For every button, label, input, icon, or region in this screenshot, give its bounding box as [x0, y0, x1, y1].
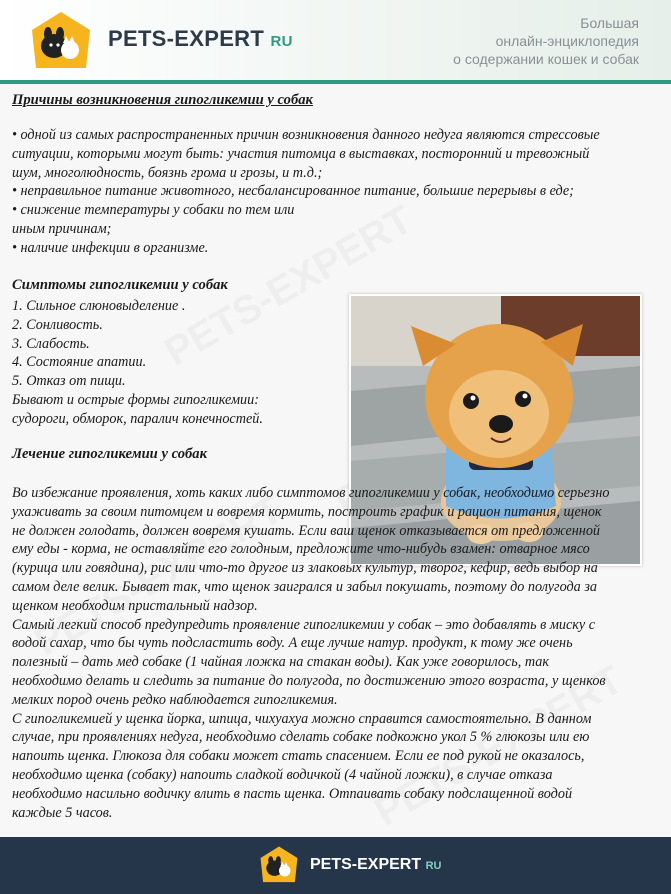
causes-list: [12, 126, 658, 258]
text-line: Самый легкий способ предупредить проявление гипогликемии у собак – это добавлять в миску с: [12, 616, 596, 633]
text-line: самом деле велик. Бывает так, что щенок заигрался и забыл покушать, поэтому до полугода за: [12, 578, 597, 595]
section-heading-treatment: Лечение гипогликемии у собак: [12, 446, 207, 462]
list-item: • наличие инфекции в организме.: [12, 239, 209, 256]
text-line: С гипогликемией у щенка йорка, шпица, чихуахуа можно справится самостоятельно. В данном: [12, 710, 592, 727]
text-line: Во избежание проявления, хоть каких либо симптомов гипогликемии у собак, необходимо серьезно: [12, 485, 610, 501]
list-item: 4. Состояние апатии.: [12, 354, 147, 371]
text-line: каждые 5 часов.: [12, 804, 113, 821]
footer-logo-icon[interactable]: [258, 845, 300, 885]
logo-icon[interactable]: [28, 10, 94, 72]
list-item: • снижение температуры у собаки по тем или: [12, 202, 295, 219]
text-line: случае, при проявлениях недуга, необходимо сделать собаке подкожно укол 5 % глюкозы или ею: [12, 729, 590, 746]
list-item: шум, многолюдность, боязнь грома и грозы, и т.д.;: [12, 164, 323, 181]
tagline-line: онлайн-энциклопедия: [495, 33, 639, 49]
text-line: (курица или говядина), рис или что-то другое из злаковых культур, творог, кефир, ведь выбор на: [12, 560, 598, 577]
text-line: необходимо насильно водичку влить в пасть щенка. Отпаивать собаку подслащенной водой: [12, 785, 573, 802]
footer-logo-name: PETS-EXPERT: [310, 856, 422, 873]
text-line: водой сахар, что бы чуть подсластить воду. А еще лучше натур. продукт, к тому же очень: [12, 635, 573, 652]
text-line: необходимо щенка (собаку) напоить сладкой водичкой (4 чайной ложки), в случае отказа: [12, 766, 553, 783]
acute-forms-text: судороги, обморок, паралич конечностей.: [12, 410, 263, 427]
treatment-text: [12, 484, 658, 822]
logo-text[interactable]: [108, 26, 293, 52]
list-item: • одной из самых распространенных причин возникновения данного недуга являются стрессовые: [12, 127, 600, 143]
logo-tld: RU: [270, 33, 293, 50]
symptoms-list: [12, 297, 342, 429]
list-item: • неправильное питание животного, несбалансированное питание, большие перерывы в еде;: [12, 183, 574, 200]
tagline: [453, 14, 639, 68]
text-line: ухаживать за своим питомцем и вовремя кормить, построить график и рацион питания, щенок: [12, 503, 602, 520]
list-item: 2. Сонливость.: [12, 316, 103, 333]
text-line: мелких пород очень редко наблюдается гипогликемия.: [12, 691, 338, 708]
list-item: 1. Сильное слюновыделение .: [12, 298, 186, 314]
article-body: [0, 84, 671, 837]
page-footer: [0, 837, 671, 894]
list-item: иным причинам;: [12, 220, 112, 237]
footer-logo-tld: RU: [425, 860, 442, 872]
list-item: 5. Отказ от пищи.: [12, 373, 126, 390]
tagline-line: Большая: [580, 15, 639, 31]
list-item: ситуации, которыми могут быть: участия питомца в выставках, посторонний и тревожный: [12, 145, 590, 162]
text-line: щенком необходим пристальный надзор.: [12, 597, 258, 614]
text-line: полезный – дать мед собаке (1 чайная ложка на стакан воды). Как уже говорилось, так: [12, 654, 549, 671]
list-item: 3. Слабость.: [12, 335, 90, 352]
text-line: ему еды - корма, не оставляйте его голодным, предложите что-нибудь взамен: отварное мясо: [12, 541, 590, 558]
footer-logo-text[interactable]: [310, 856, 441, 874]
logo-name: PETS-EXPERT: [108, 26, 265, 51]
text-line: необходимо делать и следить за питание до полугода, по достижению этого возраста, у щенков: [12, 672, 606, 689]
acute-forms-text: Бывают и острые формы гипогликемии:: [12, 391, 259, 408]
tagline-line: о содержании кошек и собак: [453, 51, 639, 67]
text-line: не должен голодать, должен вовремя кушать. Если ваш щенок отказывается от предложенной: [12, 522, 601, 539]
text-line: напоить щенка. Глюкоза для собаки может стать спасением. Если ее под рукой не оказалось,: [12, 748, 585, 765]
section-heading-causes: Причины возникновения гипогликемии у собак: [12, 92, 313, 108]
page-header: [0, 0, 671, 80]
section-heading-symptoms: Симптомы гипогликемии у собак: [12, 277, 228, 293]
